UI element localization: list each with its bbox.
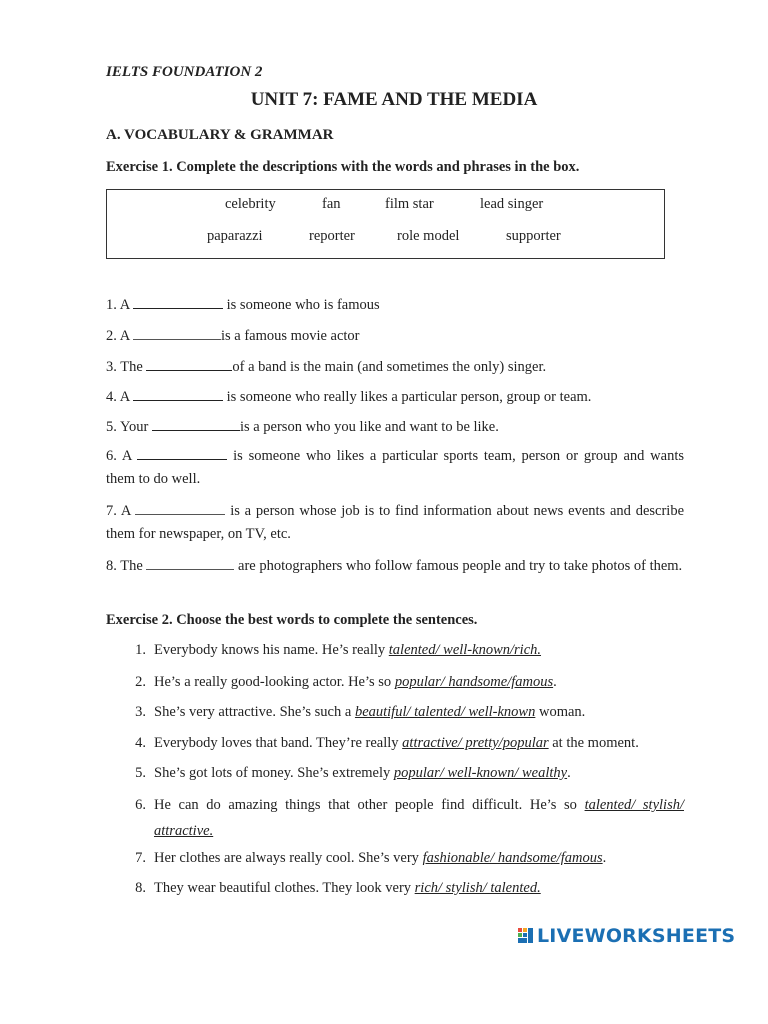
word-choice-options[interactable]: fashionable/ handsome/famous [422,850,603,866]
question-number: 3. The [106,359,143,375]
question-text: is a person who you like and want to be like. [239,419,499,435]
exercise-2-title: Exercise 2. Choose the best words to complete the sentences. [106,612,478,628]
question-8 [106,555,684,578]
word-box-item: paparazzi [207,228,263,244]
question-number: 3. [135,704,146,720]
section-heading: A. VOCABULARY & GRAMMAR [106,127,334,143]
choice-question-4 [106,735,639,752]
choice-question-5 [106,765,571,782]
question-number: 6. A [106,448,132,464]
answer-blank[interactable] [137,445,227,460]
word-choice-options[interactable]: talented/ well-known/rich. [388,642,542,658]
choice-question-8 [106,880,541,897]
choice-question-3 [106,704,585,721]
question-4 [106,386,591,406]
choice-question-6 [106,792,684,844]
sentence-text: She’s got lots of money. She’s extremely [154,765,394,781]
sentence-text: . [567,765,571,781]
liveworksheets-logo-icon [518,928,534,944]
question-text: is someone who likes a particular sports team, person or group and wants them to do well. [106,448,684,487]
word-choice-options[interactable]: popular/ well-known/ wealthy [393,765,568,781]
sentence-text: Everybody knows his name. He’s really [154,642,389,658]
word-box-item: reporter [309,228,355,244]
word-box-item: role model [397,228,460,244]
sentence-text: He can do amazing things that other people find difficult. He’s so [154,797,585,813]
question-3 [106,356,546,376]
question-1 [106,294,380,314]
sentence-text: Her clothes are always really cool. She’s very [154,850,423,866]
answer-blank[interactable] [146,356,232,371]
word-box-item: supporter [506,228,561,244]
question-text: is a person whose job is to find information about news events and describe them for newspaper, on TV, etc. [106,503,685,542]
choice-question-1 [106,642,541,659]
question-text: of a band is the main (and sometimes the only) singer. [232,359,547,375]
question-6 [106,445,684,491]
word-choice-options[interactable]: beautiful/ talented/ well-known [354,704,536,720]
sentence-text: She’s very attractive. She’s such a [154,704,355,720]
question-number: 8. [135,880,146,896]
question-text: is someone who is famous [226,297,380,313]
answer-blank[interactable] [135,500,225,515]
answer-blank[interactable] [133,294,223,309]
question-number: 5. [135,765,146,781]
word-choice-options[interactable]: talented/ stylish/ attractive. [154,797,684,839]
sentence-text: woman. [535,704,586,720]
word-choice-options[interactable]: popular/ handsome/famous [394,674,554,690]
question-number: 7. [135,850,146,866]
question-text: are photographers who follow famous people and try to take photos of them. [238,558,683,574]
question-text: is a famous movie actor [221,328,360,344]
question-number: 4. A [106,389,130,405]
sentence-text: at the moment. [548,735,639,751]
answer-blank[interactable] [133,386,223,401]
logo-text: LIVEWORKSHEETS [537,925,736,947]
question-text: is someone who really likes a particular person, group or team. [226,389,592,405]
exercise-1-title: Exercise 1. Complete the descriptions with the words and phrases in the box. [106,159,580,175]
question-number: 2. A [106,328,130,344]
question-number: 6. [135,797,146,813]
sentence-text: Everybody loves that band. They’re really [154,735,403,751]
question-5 [106,416,499,436]
liveworksheets-logo [518,925,735,947]
question-number: 7. A [106,503,131,519]
word-box-item: celebrity [225,196,276,212]
word-choice-options[interactable]: rich/ stylish/ talented. [414,880,541,896]
question-number: 5. Your [106,419,149,435]
word-choice-options[interactable]: attractive/ pretty/popular [402,735,549,751]
question-7 [106,500,684,546]
word-box-item: fan [322,196,341,212]
sentence-text: He’s a really good-looking actor. He’s so [154,674,395,690]
question-number: 1. A [106,297,130,313]
unit-title: UNIT 7: FAME AND THE MEDIA [250,89,538,110]
answer-blank[interactable] [152,416,240,431]
choice-question-2 [106,674,557,691]
word-box-item: lead singer [480,196,544,212]
question-number: 4. [135,735,146,751]
sentence-text: . [553,674,557,690]
sentence-text: . [602,850,607,866]
question-number: 1. [135,642,146,658]
sentence-text: They wear beautiful clothes. They look very [154,880,415,896]
course-title: IELTS FOUNDATION 2 [106,64,263,80]
choice-question-7 [106,850,606,867]
question-number: 2. [135,674,146,690]
word-box-item: film star [385,196,434,212]
answer-blank[interactable] [146,555,234,570]
question-number: 8. The [106,558,143,574]
question-2 [106,325,360,345]
word-box [106,189,665,259]
answer-blank[interactable] [133,325,221,340]
